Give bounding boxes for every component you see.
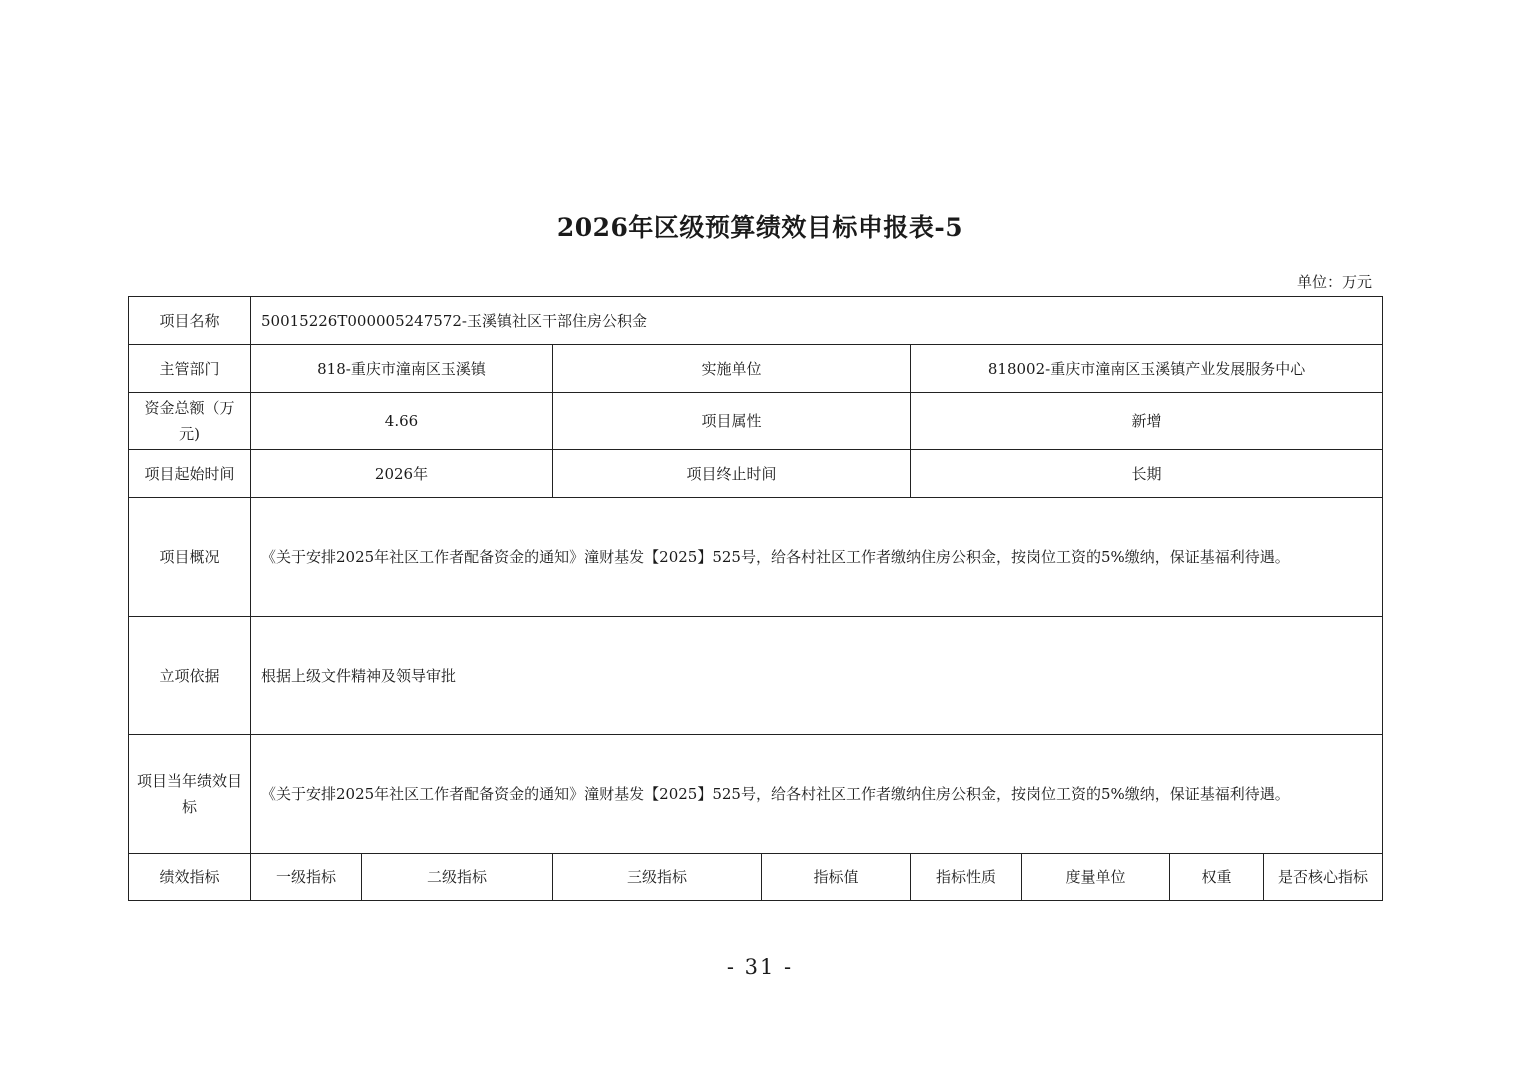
row-basis: [129, 617, 1383, 735]
indicator-header: 是否核心指标: [1264, 854, 1383, 901]
row-goal: [129, 735, 1383, 854]
indicator-header: 绩效指标: [129, 854, 251, 901]
page-title: 2026年区级预算绩效目标申报表-5: [556, 213, 964, 242]
total-funding-value: 4.66: [251, 393, 553, 450]
indicator-header: 权重: [1170, 854, 1264, 901]
indicator-header: 二级指标: [362, 854, 553, 901]
indicator-header: 一级指标: [251, 854, 362, 901]
row-indicator-headers: [129, 854, 1383, 901]
indicator-header: 度量单位: [1022, 854, 1170, 901]
project-name-value: 50015226T000005247572-玉溪镇社区干部住房公积金: [251, 297, 1383, 345]
indicator-header: 指标值: [762, 854, 911, 901]
row-funding: [129, 393, 1383, 450]
budget-performance-table: [128, 296, 1383, 901]
row-period: [129, 450, 1383, 498]
end-time-label: 项目终止时间: [553, 450, 911, 498]
overview-value: 《关于安排2025年社区工作者配备资金的通知》潼财基发【2025】525号，给各村社区工作者缴纳住房公积金，按岗位工资的5%缴纳，保证基福利待遇。: [251, 498, 1383, 617]
row-overview: [129, 498, 1383, 617]
start-time-value: 2026年: [251, 450, 553, 498]
end-time-value: 长期: [911, 450, 1383, 498]
basis-value: 根据上级文件精神及领导审批: [251, 617, 1383, 735]
project-name-label: 项目名称: [129, 297, 251, 345]
total-funding-label: 资金总额（万元): [129, 393, 251, 450]
basis-label: 立项依据: [129, 617, 251, 735]
goal-value: 《关于安排2025年社区工作者配备资金的通知》潼财基发【2025】525号，给各村社区工作者缴纳住房公积金，按岗位工资的5%缴纳，保证基福利待遇。: [251, 735, 1383, 854]
page-number: - 31 -: [726, 955, 794, 979]
project-attribute-label: 项目属性: [553, 393, 911, 450]
implementing-unit-value: 818002-重庆市潼南区玉溪镇产业发展服务中心: [911, 345, 1383, 393]
goal-label: 项目当年绩效目标: [129, 735, 251, 854]
department-value: 818-重庆市潼南区玉溪镇: [251, 345, 553, 393]
project-attribute-value: 新增: [911, 393, 1383, 450]
indicator-header: 指标性质: [911, 854, 1022, 901]
department-label: 主管部门: [129, 345, 251, 393]
overview-label: 项目概况: [129, 498, 251, 617]
start-time-label: 项目起始时间: [129, 450, 251, 498]
indicator-header: 三级指标: [553, 854, 762, 901]
row-project-name: [129, 297, 1383, 345]
row-department: [129, 345, 1383, 393]
unit-label: 单位：万元: [1296, 273, 1372, 291]
implementing-unit-label: 实施单位: [553, 345, 911, 393]
